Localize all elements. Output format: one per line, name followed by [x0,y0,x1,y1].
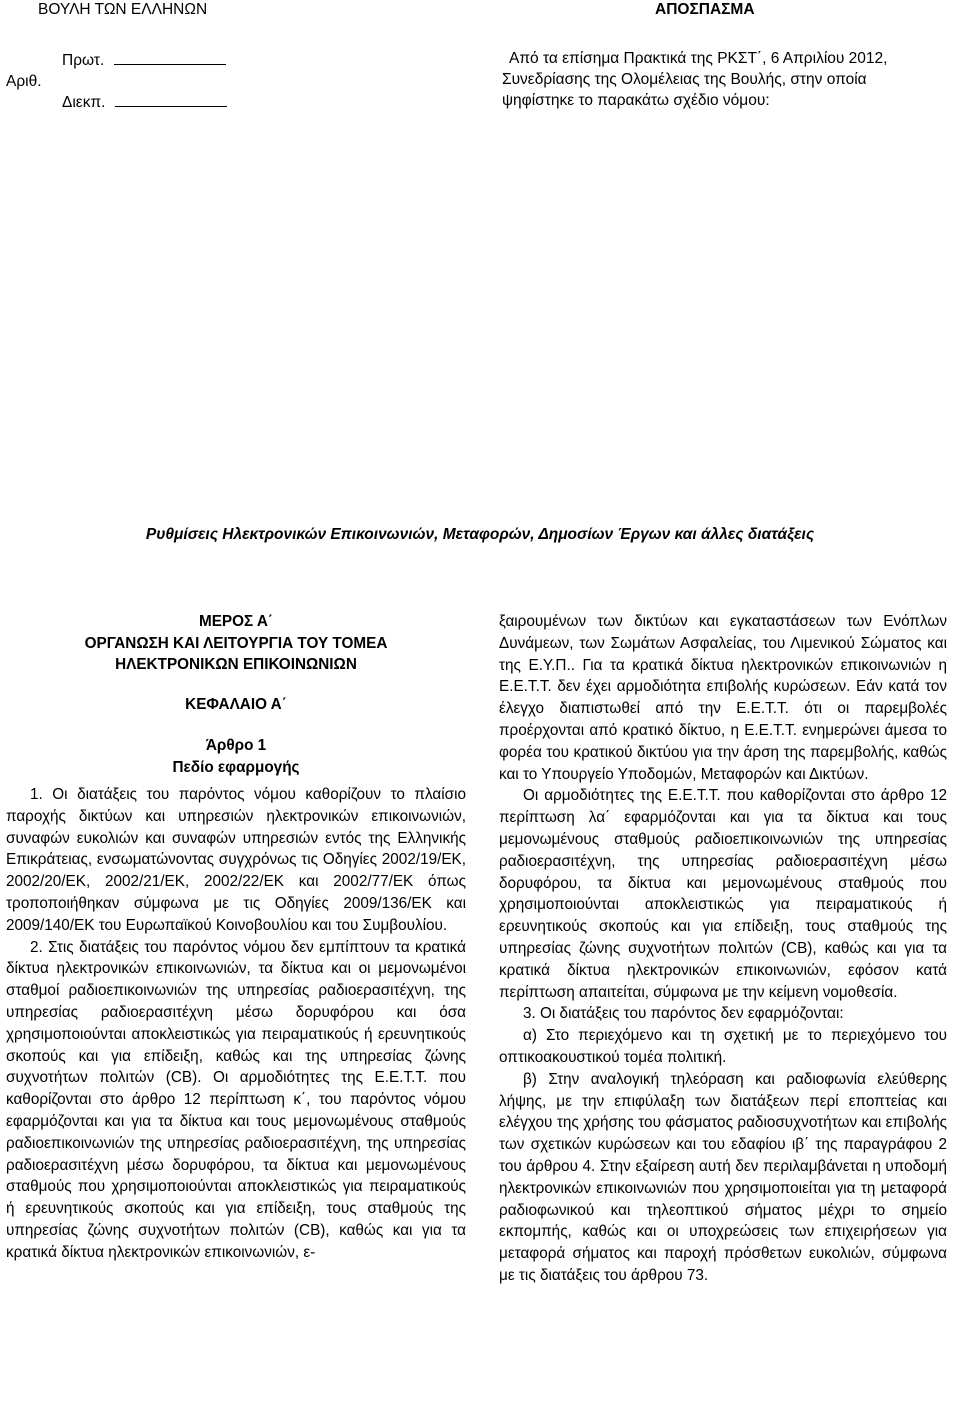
prot-line [114,63,226,65]
diekp-label: Διεκπ. [62,94,106,111]
diekp-line [115,105,227,107]
paragraph-3: 3. Οι διατάξεις του παρόντος δεν εφαρμόζονται: [523,1005,844,1023]
paragraph-2: 2. Στις διατάξεις του παρόντος νόμου δεν εμπίπτουν τα κρατικά δίκτυα ηλεκτρονικών επικοινωνιών, τα δίκτυα και οι μεμονωμένοι σταθμοί ραδιοεπικοινωνιών της υπηρεσίας ραδιοερασιτέχνη, της υπηρεσίας ραδιοερασιτέχνη μέσω δορυφόρου και όσα χρησιμοποιούνται αποκλειστικώς για πειραματικούς ή ερευνητικούς σκοπούς και για επίδειξη, καθώς και της υπηρεσίας ζώνης συχνοτήτων πολιτών (CB). Οι αρμοδιότητες της Ε.Ε.Τ.Τ. που καθορίζονται στο άρθρο 12 περίπτωση κ΄, του παρόντος νόμου εφαρμόζονται και για τα δίκτυα και τους μεμονωμένους σταθμούς ραδιοεπικοινωνιών της υπηρεσίας ραδιοερασιτέχνη, της υπηρεσίας ραδιοερασιτέχνη μέσω δορυφόρου, τα δίκτυα και μεμονωμένους σταθμούς που χρησιμοποιούνται αποκλειστικώς για πειραματικούς ή ερευνητικούς σκοπούς και για επίδειξη, τους σταθμούς της υπηρεσίας ζώνης συχνοτήτων πολιτών (CB), καθώς και για τα κρατικά δίκτυα ηλεκτρονικών επικοινωνιών, ε- [6,938,466,1261]
prot-field [62,50,226,71]
minutes-line-3: ψηφίστηκε το παρακάτω σχέδιο νόμου: [502,92,770,109]
prot-label: Πρωτ. [62,52,105,69]
paragraph-2-continued: ξαιρουμένων των δικτύων και εγκαταστάσεων των Ενόπλων Δυνάμεων, των Σωμάτων Ασφαλείας, του Λιμενικού Σώματος και της Ε.Υ.Π.. Για τα κρατικά δίκτυα ηλεκτρονικών επικοινωνιών η Ε.Ε.Τ.Τ. δεν έχει αρμοδιότητα επιβολής κυρώσεων. Εάν κατά τον έλεγχο διαπιστωθεί από την Ε.Ε.Τ.Τ. ότι οι παρεμβολές προέρχονται από κρατικό δίκτυο, η Ε.Ε.Τ.Τ. ενημερώνει άμεσα το φορέα του κρατικού δικτύου για την άρση της παρεμβολής, καθώς και το Υπουργείο Υποδομών, Μεταφορών και Δικτύων. [499,613,947,783]
part-line-3: ΗΛΕΚΤΡΟΝΙΚΩΝ ΕΠΙΚΟΙΝΩΝΙΩΝ [115,656,357,673]
bill-title: Ρυθμίσεις Ηλεκτρονικών Επικοινωνιών, Μεταφορών, Δημοσίων Έργων και άλλες διατάξεις [145,526,815,543]
minutes-line-1: Από τα επίσημα Πρακτικά της ΡΚΣΤ΄, 6 Απριλίου 2012, [509,50,888,67]
diekp-field [62,92,227,113]
arith-label: Αριθ. [6,73,42,90]
paragraph-2-second: Οι αρμοδιότητες της Ε.Ε.Τ.Τ. που καθορίζονται στο άρθρο 12 περίπτωση λα΄ εφαρμόζονται και για τα δίκτυα και τους μεμονωμένους σταθμούς ραδιοεπικοινωνιών της υπηρεσίας ραδιοερασιτέχνη, της υπηρεσίας ραδιοερασιτέχνη μέσω δορυφόρου, τα δίκτυα και μεμονωμένους σταθμούς που χρησιμοποιούνται αποκλειστικώς για πειραματικούς ή ερευνητικούς σκοπούς και για επίδειξη, τους σταθμούς της υπηρεσίας ζώνης συχνοτήτων πολιτών (CB), καθώς και για τα κρατικά δίκτυα ηλεκτρονικών επικοινωνιών, εφόσον κατά περίπτωση απαιτείται, σύμφωνα με την κείμενη νομοθεσία. [499,787,947,1001]
article-title: Πεδίο εφαρμογής [172,758,300,776]
part-heading [6,611,466,676]
article-number: Άρθρο 1 [205,737,267,754]
parliament-name: ΒΟΥΛΗ ΤΩΝ ΕΛΛΗΝΩΝ [38,1,208,18]
part-line-1: ΜΕΡΟΣ Α΄ [198,613,274,630]
paragraph-1: 1. Οι διατάξεις του παρόντος νόμου καθορίζουν το πλαίσιο παροχής δικτύων και υπηρεσιών ηλεκτρονικών επικοινωνιών, συναφών ευκολιών και συναφών υπηρεσιών εντός της Ελληνικής Επικράτειας, ενσωματώνοντας συγχρόνως τις Οδηγίες 2002/19/ΕΚ, 2002/20/ΕΚ, 2002/21/ΕΚ, 2002/22/ΕΚ και 2002/77/ΕΚ όπως τροποποιήθηκαν σύμφωνα με τις Οδηγίες 2009/136/ΕΚ και 2009/140/ΕΚ του Ευρωπαϊκού Κοινοβουλίου και του Συμβουλίου. [6,786,466,934]
minutes-note [502,48,952,111]
document-type: ΑΠΟΣΠΑΣΜΑ [655,1,755,18]
left-column [6,611,466,1264]
paragraph-3a: α) Στο περιεχόμενο και τη σχετική με το περιεχόμενο του οπτικοακουστικού τομέα πολιτική. [499,1027,947,1066]
part-line-2: ΟΡΓΑΝΩΣΗ ΚΑΙ ΛΕΙΤΟΥΡΓΙΑ ΤΟΥ ΤΟΜΕΑ [84,634,388,652]
right-column [499,611,947,1287]
article-body-left [6,784,466,1264]
paragraph-3b: β) Στην αναλογική τηλεόραση και ραδιοφωνία ελεύθερης λήψης, με την επιφύλαξη των διατάξεων περί εποπτείας και ελέγχου της χρήσης του φάσματος ραδιοσυχνοτήτων και επιβολής των σχετικών κυρώσεων και του εδαφίου ιβ΄ της παραγράφου 2 του άρθρου 4. Στην εξαίρεση αυτή δεν περιλαμβάνεται η υποδομή ηλεκτρονικών επικοινωνιών που χρησιμοποιείται για τη μεταφορά ραδιοφωνικού και τηλεοπτικού σήματος μέχρι το σημείο εκπομπής, καθώς και οι υποχρεώσεις των επιχειρήσεων για μεταφορά σήματος και παροχή πρόσθετων ευκολιών, σύμφωνα με τις διατάξεις του άρθρου 73. [499,1070,947,1284]
minutes-line-2: Συνεδρίασης της Ολομέλειας της Βουλής, στην οποία [502,71,867,88]
chapter-heading: ΚΕΦΑΛΑΙΟ Α΄ [185,695,287,713]
